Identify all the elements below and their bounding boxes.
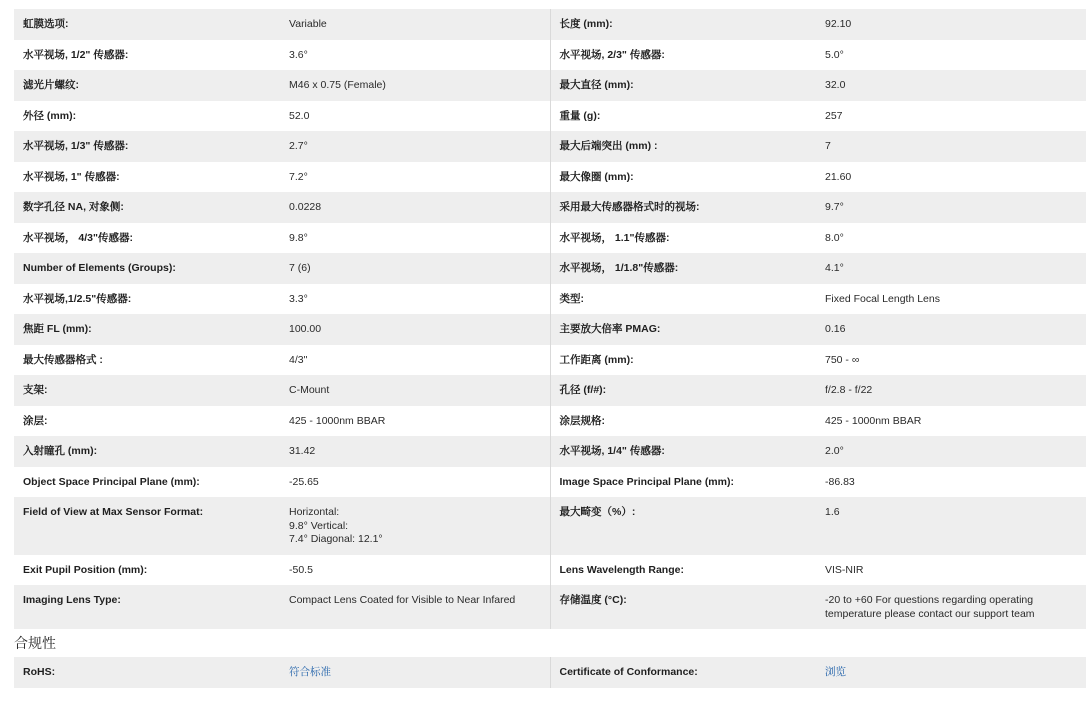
spec-row — [14, 192, 1086, 223]
spec-label: 水平视场， 4/3"传感器: — [14, 223, 280, 254]
spec-value: 7.2° — [280, 162, 550, 193]
spec-value: -25.65 — [280, 467, 550, 498]
spec-value: 4.1° — [816, 253, 1086, 284]
spec-label: 水平视场, 1" 传感器: — [14, 162, 280, 193]
spec-row — [14, 375, 1086, 406]
spec-row — [14, 497, 1086, 555]
spec-value: 21.60 — [816, 162, 1086, 193]
spec-row — [14, 436, 1086, 467]
spec-row — [14, 585, 1086, 629]
certificate-view-link[interactable]: 浏览 — [825, 666, 846, 678]
spec-label: 水平视场， 1.1"传感器: — [550, 223, 816, 254]
spec-value: Horizontal: 9.8° Vertical: 7.4° Diagonal: 12.1° — [280, 497, 550, 555]
spec-value: Variable — [280, 9, 550, 40]
certificate-label: Certificate of Conformance: — [550, 657, 816, 688]
spec-label: 最大传感器格式 : — [14, 345, 280, 376]
compliance-title: 合规性 — [14, 636, 56, 652]
spec-value: 7 — [816, 131, 1086, 162]
spec-value: 257 — [816, 101, 1086, 132]
spec-value: 425 - 1000nm BBAR — [280, 406, 550, 437]
spec-value: -86.83 — [816, 467, 1086, 498]
spec-value: 0.16 — [816, 314, 1086, 345]
spec-label: 外径 (mm): — [14, 101, 280, 132]
spec-row — [14, 314, 1086, 345]
spec-label: Field of View at Max Sensor Format: — [14, 497, 280, 555]
spec-value: -50.5 — [280, 555, 550, 586]
spec-value: 7 (6) — [280, 253, 550, 284]
spec-label: 水平视场, 1/2" 传感器: — [14, 40, 280, 71]
spec-value: 31.42 — [280, 436, 550, 467]
spec-value: Compact Lens Coated for Visible to Near Infared — [280, 585, 550, 629]
spec-label: 长度 (mm): — [550, 9, 816, 40]
spec-label: Imaging Lens Type: — [14, 585, 280, 629]
spec-value: 32.0 — [816, 70, 1086, 101]
spec-value: 1.6 — [816, 497, 1086, 555]
spec-value: 5.0° — [816, 40, 1086, 71]
spec-value: 0.0228 — [280, 192, 550, 223]
spec-row — [14, 162, 1086, 193]
spec-row — [14, 345, 1086, 376]
spec-value: 8.0° — [816, 223, 1086, 254]
spec-value: 4/3" — [280, 345, 550, 376]
spec-label: 水平视场, 1/4" 传感器: — [550, 436, 816, 467]
spec-label: 重量 (g): — [550, 101, 816, 132]
spec-label: 最大直径 (mm): — [550, 70, 816, 101]
spec-row — [14, 223, 1086, 254]
spec-label: 工作距离 (mm): — [550, 345, 816, 376]
spec-value: C-Mount — [280, 375, 550, 406]
spec-row — [14, 406, 1086, 437]
spec-label: 涂层规格: — [550, 406, 816, 437]
spec-label: 支架: — [14, 375, 280, 406]
spec-value: VIS-NIR — [816, 555, 1086, 586]
specifications-table — [14, 9, 1086, 629]
spec-row — [14, 40, 1086, 71]
spec-value: 2.0° — [816, 436, 1086, 467]
spec-label: Image Space Principal Plane (mm): — [550, 467, 816, 498]
spec-value: 52.0 — [280, 101, 550, 132]
spec-label: Number of Elements (Groups): — [14, 253, 280, 284]
spec-label: Exit Pupil Position (mm): — [14, 555, 280, 586]
spec-label: 水平视场， 1/1.8"传感器: — [550, 253, 816, 284]
spec-row — [14, 131, 1086, 162]
spec-label: 孔径 (f/#): — [550, 375, 816, 406]
spec-label: 存储温度 (°C): — [550, 585, 816, 629]
spec-label: 数字孔径 NA, 对象侧: — [14, 192, 280, 223]
compliance-section — [14, 657, 1086, 688]
compliance-row — [14, 657, 1086, 688]
spec-value: 100.00 — [280, 314, 550, 345]
spec-value: 2.7° — [280, 131, 550, 162]
spec-value: 3.6° — [280, 40, 550, 71]
spec-label: 入射瞳孔 (mm): — [14, 436, 280, 467]
spec-label: 采用最大传感器格式时的视场: — [550, 192, 816, 223]
spec-label: 类型: — [550, 284, 816, 315]
spec-row — [14, 467, 1086, 498]
spec-row — [14, 70, 1086, 101]
spec-value: M46 x 0.75 (Female) — [280, 70, 550, 101]
spec-label: 涂层: — [14, 406, 280, 437]
spec-label: 水平视场, 1/3" 传感器: — [14, 131, 280, 162]
spec-label: 焦距 FL (mm): — [14, 314, 280, 345]
spec-label: 滤光片螺纹: — [14, 70, 280, 101]
spec-row — [14, 9, 1086, 40]
spec-row — [14, 101, 1086, 132]
spec-value: 750 - ∞ — [816, 345, 1086, 376]
spec-label: 水平视场, 2/3" 传感器: — [550, 40, 816, 71]
spec-value: 9.7° — [816, 192, 1086, 223]
spec-value: Fixed Focal Length Lens — [816, 284, 1086, 315]
spec-value: f/2.8 - f/22 — [816, 375, 1086, 406]
spec-label: 最大后端突出 (mm) : — [550, 131, 816, 162]
specifications-section — [14, 9, 1086, 629]
spec-label: Lens Wavelength Range: — [550, 555, 816, 586]
spec-row — [14, 284, 1086, 315]
spec-value: 9.8° — [280, 223, 550, 254]
spec-row — [14, 555, 1086, 586]
spec-value: -20 to +60 For questions regarding operating temperature please contact our support team — [816, 585, 1086, 629]
spec-label: 虹膜选项: — [14, 9, 280, 40]
compliance-table — [14, 657, 1086, 688]
spec-label: Object Space Principal Plane (mm): — [14, 467, 280, 498]
rohs-label: RoHS: — [14, 657, 280, 688]
spec-label: 最大像圈 (mm): — [550, 162, 816, 193]
spec-value: 3.3° — [280, 284, 550, 315]
spec-value: 92.10 — [816, 9, 1086, 40]
spec-value: 425 - 1000nm BBAR — [816, 406, 1086, 437]
spec-row — [14, 253, 1086, 284]
spec-label: 水平视场,1/2.5"传感器: — [14, 284, 280, 315]
rohs-compliant-link[interactable]: 符合标准 — [289, 666, 331, 678]
spec-label: 主要放大倍率 PMAG: — [550, 314, 816, 345]
spec-label: 最大畸变（%）: — [550, 497, 816, 555]
